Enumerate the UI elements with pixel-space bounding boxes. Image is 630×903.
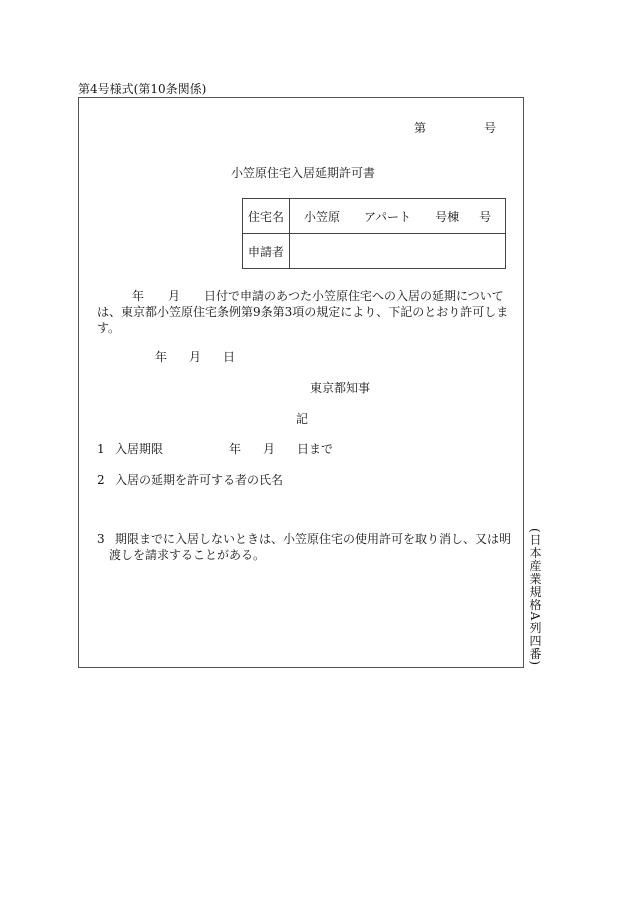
governor-title: 東京都知事	[310, 381, 371, 395]
item-2-label: 入居の延期を許可する者の氏名	[115, 473, 284, 487]
applicant-label: 申請者	[243, 234, 290, 269]
item-1-label: 入居期限	[115, 442, 164, 456]
issue-date	[155, 348, 235, 365]
paper-size-note: (日本産業規格A列四番)	[528, 528, 542, 667]
ki-heading: 記	[296, 412, 309, 426]
doc-number-prefix: 第	[414, 121, 427, 135]
item-permitted-person	[97, 471, 283, 488]
document-number	[414, 119, 496, 136]
document-frame	[78, 97, 524, 668]
item-3-number: 3	[97, 532, 105, 546]
applicant-row	[243, 234, 506, 269]
date-year: 年	[155, 350, 168, 364]
housing-name-value	[290, 199, 506, 234]
item-1-until: 日まで	[297, 442, 334, 456]
date-day: 日	[223, 350, 236, 364]
applicant-value	[290, 234, 506, 269]
date-month: 月	[189, 350, 202, 364]
body-paragraph: 年 月 日付で申請のあつた小笠原住宅への入居の延期については、東京都小笠原住宅条例第9条第3項の規定により、下記のとおり許可します。	[97, 289, 509, 335]
housing-name-label: 住宅名	[243, 199, 290, 234]
item-3-line1: 期限までに入居しないときは、小笠原住宅の使用許可を取り消し、又は明	[115, 532, 512, 546]
item-2-number: 2	[97, 473, 105, 487]
doc-number-suffix: 号	[484, 121, 497, 135]
form-number: 第4号様式(第10条関係)	[78, 82, 207, 96]
item-1-month: 月	[263, 442, 276, 456]
item-move-in-deadline	[97, 440, 333, 457]
item-3-line2: 渡しを請求することがある。	[109, 548, 266, 562]
address-part-4: 号	[479, 209, 492, 224]
address-part-1: 小笠原	[304, 209, 341, 224]
document-title: 小笠原住宅入居延期許可書	[231, 166, 376, 180]
housing-name-row	[243, 199, 506, 234]
address-part-2: アパート	[364, 209, 412, 224]
address-part-3: 号棟	[435, 209, 460, 224]
item-1-year: 年	[229, 442, 242, 456]
item-1-number: 1	[97, 442, 105, 456]
housing-info-table	[242, 198, 506, 269]
item-revocation-clause	[97, 531, 515, 563]
